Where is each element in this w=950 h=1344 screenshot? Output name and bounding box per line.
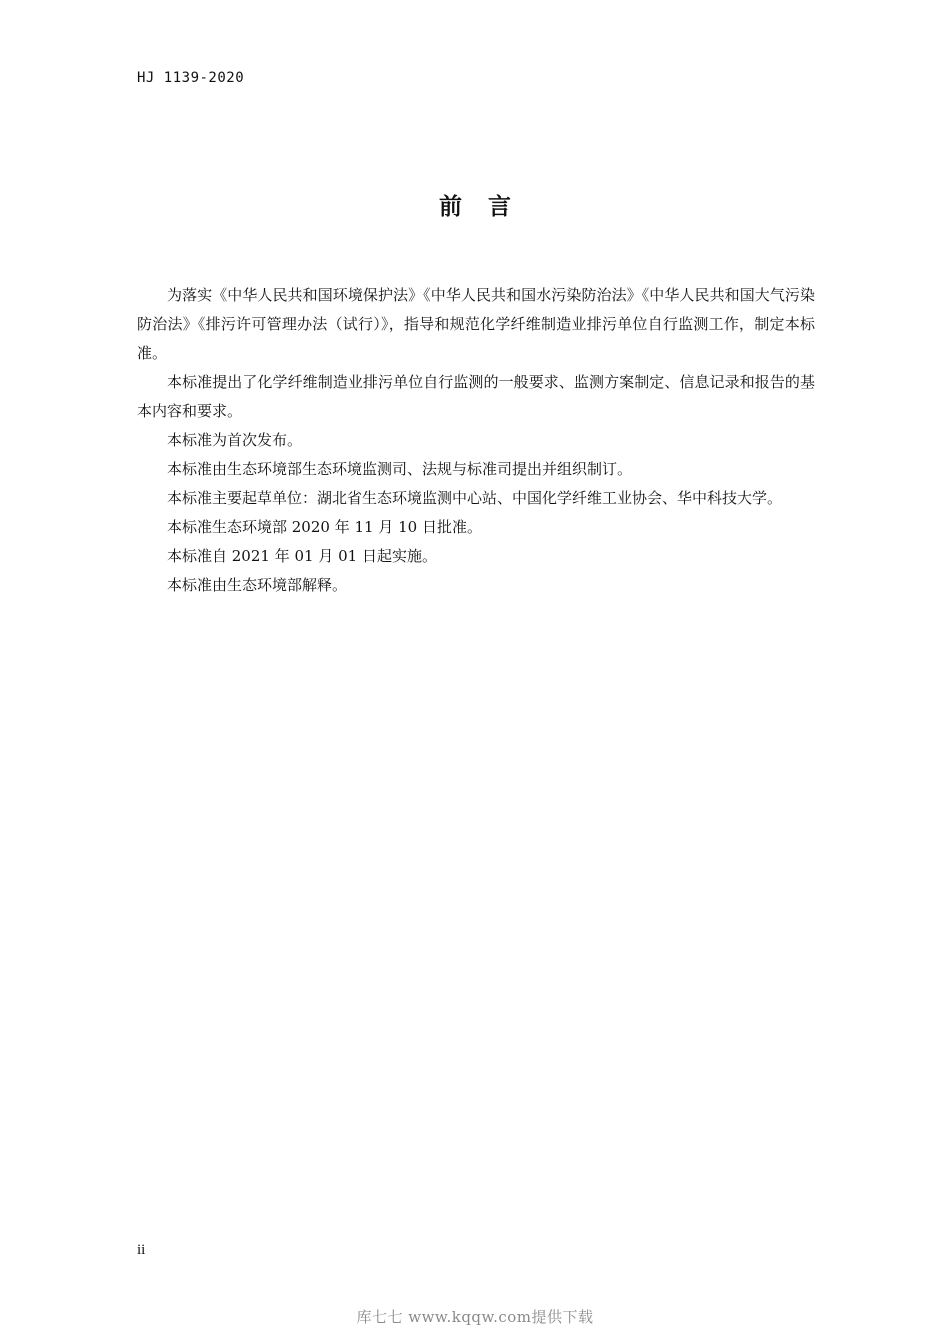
download-watermark: 库七七 www.kqqw.com提供下载: [356, 1308, 594, 1326]
paragraph-proposer: 本标准由生态环境部生态环境监测司、法规与标准司提出并组织制订。: [167, 460, 633, 478]
paragraph-effective-date: 本标准自 2021 年 01 月 01 日起实施。: [167, 547, 437, 565]
paragraph-scope: 本标准提出了化学纤维制造业排污单位自行监测的一般要求、监测方案制定、信息记录和报告的基本内容和要求。: [137, 373, 815, 420]
paragraph-purpose: 为落实《中华人民共和国环境保护法》《中华人民共和国水污染防治法》《中华人民共和国大气污染防治法》《排污许可管理办法（试行）》，指导和规范化学纤维制造业排污单位自行监测工作，制定本标准。: [137, 286, 815, 362]
standard-code: HJ 1139-2020: [137, 70, 245, 86]
paragraph-interpretation: 本标准由生态环境部解释。: [167, 576, 348, 594]
page-title: 前言: [439, 194, 537, 220]
paragraph-drafters: 本标准主要起草单位：湖北省生态环境监测中心站、中国化学纤维工业协会、华中科技大学。: [167, 489, 783, 507]
foreword-body: [137, 281, 815, 600]
paragraph-approval: 本标准生态环境部 2020 年 11 月 10 日批准。: [167, 518, 482, 536]
paragraph-first-release: 本标准为首次发布。: [167, 431, 303, 449]
page-number: ii: [137, 1242, 146, 1258]
